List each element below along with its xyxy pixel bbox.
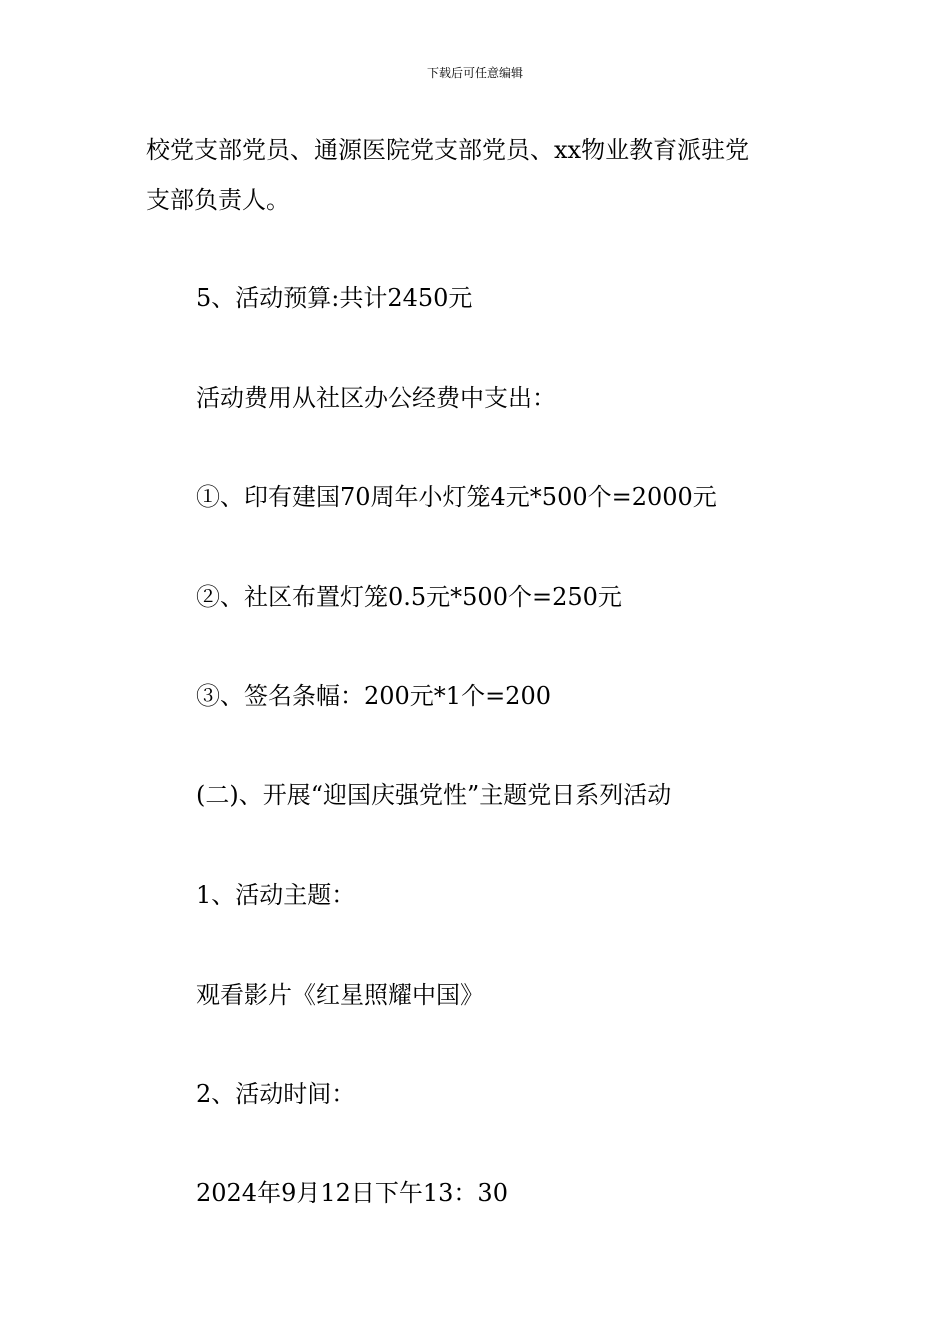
paragraph-line: ①、印有建国70周年小灯笼4元*500个=2000元 [196, 483, 717, 511]
paragraph-line: 支部负责人。 [146, 186, 290, 214]
paragraph-line: ③、签名条幅：200元*1个=200 [196, 682, 551, 710]
paragraph-line: 校党支部党员、通源医院党支部党员、xx物业教育派驻党 [146, 136, 750, 164]
paragraph-line: 5、活动预算:共计2450元 [196, 284, 473, 312]
page-header: 下载后可任意编辑 [426, 66, 523, 80]
paragraph-line: 活动费用从社区办公经费中支出： [196, 384, 556, 412]
paragraph-line: 1、活动主题： [196, 881, 356, 909]
paragraph-line: ②、社区布置灯笼0.5元*500个=250元 [196, 583, 622, 611]
paragraph-line: 观看影片《红星照耀中国》 [196, 981, 484, 1009]
paragraph-line: 2、活动时间： [196, 1080, 356, 1108]
section-heading: (二)、开展“迎国庆强党性”主题党日系列活动 [196, 781, 672, 809]
paragraph-line: 2024年9月12日下午13：30 [196, 1179, 508, 1207]
